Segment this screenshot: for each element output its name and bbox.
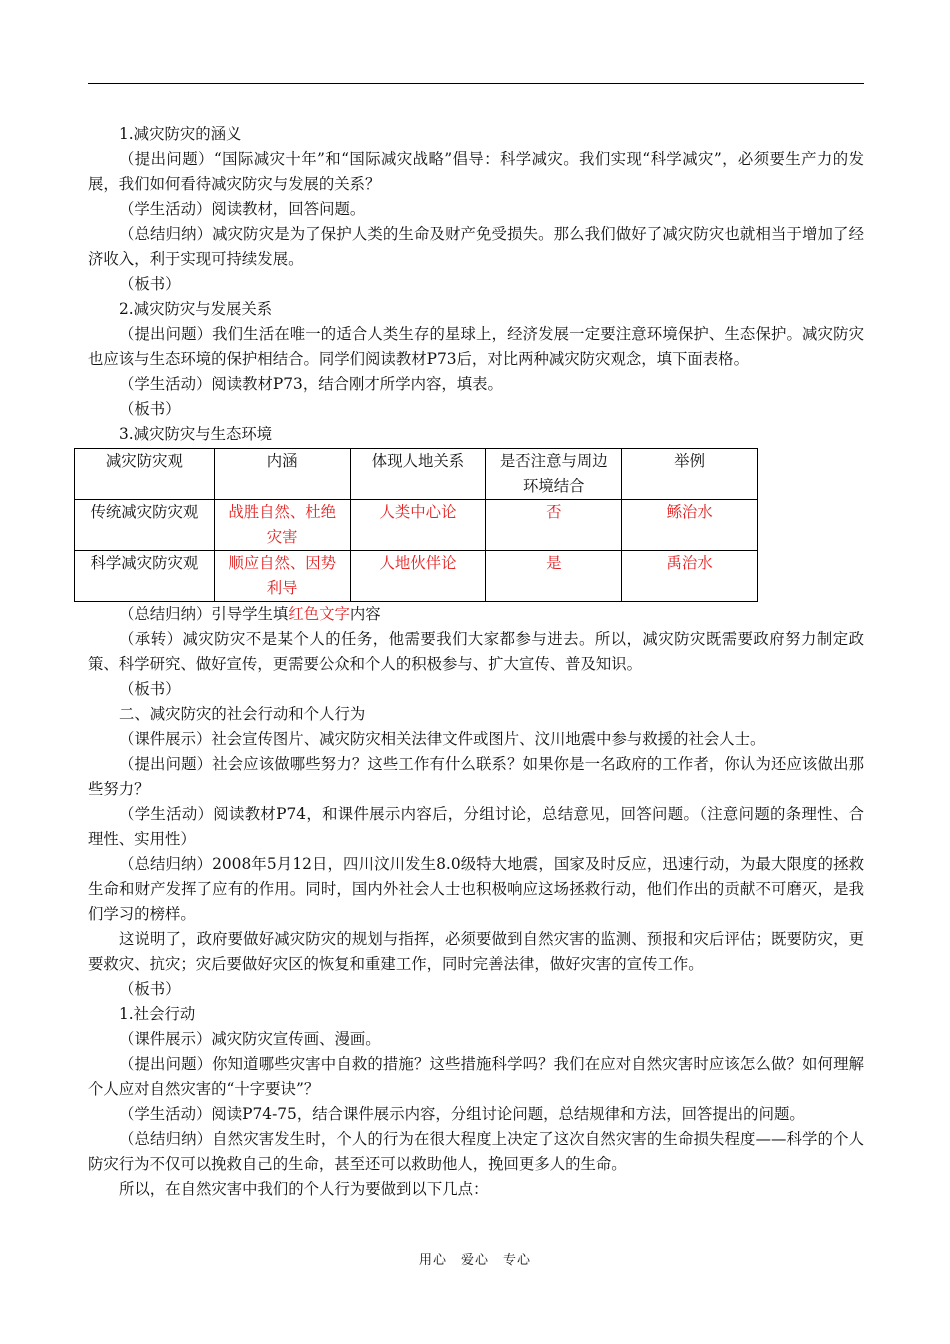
paragraph: （板书）	[119, 980, 181, 998]
paragraph: （总结归纳）减灾防灾是为了保护人类的生命及财产免受损失。那么我们做好了减灾防灾也就相当于增加了经济收入，利于实现可持续发展。	[88, 225, 864, 268]
paragraph: （学生活动）阅读P74-75，结合课件展示内容，分组讨论问题，总结规律和方法，回答提出的问题。	[119, 1105, 805, 1123]
table-cell: 是	[486, 551, 622, 602]
document-body	[88, 122, 864, 1202]
summary-paragraph	[88, 602, 864, 627]
paragraph: （课件展示）社会宣传图片、减灾防灾相关法律文件或图片、汶川地震中参与救援的社会人士。	[119, 730, 766, 748]
paragraph: （提出问题）社会应该做哪些努力？这些工作有什么联系？如果你是一名政府的工作者，你认为还应该做出那些努力？	[88, 755, 864, 798]
section-heading: 二、减灾防灾的社会行动和个人行为	[119, 705, 366, 723]
table-cell: 传统减灾防灾观	[75, 500, 215, 551]
table-cell: 禹治水	[622, 551, 758, 602]
paragraph: 1.减灾防灾的涵义	[119, 125, 242, 143]
paragraph: （学生活动）阅读教材P74，和课件展示内容后，分组讨论，总结意见，回答问题。（注意问题的条理性、合理性、实用性）	[88, 805, 864, 848]
paragraph: 2.减灾防灾与发展关系	[119, 300, 273, 318]
paragraph: （提出问题）我们生活在唯一的适合人类生存的星球上，经济发展一定要注意环境保护、生态保护。减灾防灾也应该与生态环境的保护相结合。同学们阅读教材P73后，对比两种减灾防灾观念，填下面表格。	[88, 325, 864, 368]
table-cell: 战胜自然、杜绝灾害	[214, 500, 350, 551]
summary-suffix: 内容	[349, 605, 381, 623]
table-header-cell: 体现人地关系	[350, 449, 486, 500]
table-cell: 顺应自然、因势利导	[214, 551, 350, 602]
comparison-table	[74, 448, 758, 602]
table-cell: 科学减灾防灾观	[75, 551, 215, 602]
summary-prefix: （总结归纳）引导学生填	[119, 605, 289, 623]
table-header-cell: 减灾防灾观	[75, 449, 215, 500]
table-header-cell: 举例	[622, 449, 758, 500]
paragraph: （课件展示）减灾防灾宣传画、漫画。	[119, 1030, 381, 1048]
table-cell: 否	[486, 500, 622, 551]
paragraph: 这说明了，政府要做好减灾防灾的规划与指挥，必须要做到自然灾害的监测、预报和灾后评估；既要防灾，更要救灾、抗灾；灾后要做好灾区的恢复和重建工作，同时完善法律，做好灾害的宣传工作。	[88, 930, 864, 973]
table-header-cell: 内涵	[214, 449, 350, 500]
paragraph: （提出问题）“国际减灾十年”和“国际减灾战略”倡导：科学减灾。我们实现“科学减灾”，必须要生产力的发展，我们如何看待减灾防灾与发展的关系？	[88, 150, 864, 193]
summary-highlight: 红色文字	[288, 605, 350, 623]
paragraph: （总结归纳）2008年5月12日，四川汶川发生8.0级特大地震，国家及时反应，迅速行动，为最大限度的拯救生命和财产发挥了应有的作用。同时，国内外社会人士也积极响应这场拯救行动，他们作出的贡献不可磨灭，是我们学习的榜样。	[88, 855, 864, 923]
page-footer: 用心 爱心 专心	[418, 1253, 531, 1268]
paragraph: 3.减灾防灾与生态环境	[119, 425, 273, 443]
paragraph: （板书）	[119, 275, 181, 293]
paragraph: （板书）	[119, 400, 181, 418]
paragraph: 1.社会行动	[119, 1005, 196, 1023]
paragraph: （提出问题）你知道哪些灾害中自救的措施？这些措施科学吗？我们在应对自然灾害时应该怎么做？如何理解个人应对自然灾害的“十字要诀”？	[88, 1055, 864, 1098]
paragraph: 所以，在自然灾害中我们的个人行为要做到以下几点：	[119, 1180, 489, 1198]
paragraph: （承转）减灾防灾不是某个人的任务，他需要我们大家都参与进去。所以，减灾防灾既需要政府努力制定政策、科学研究、做好宣传，更需要公众和个人的积极参与、扩大宣传、普及知识。	[88, 630, 864, 673]
header-rule	[88, 83, 864, 84]
paragraph: （学生活动）阅读教材P73，结合刚才所学内容，填表。	[119, 375, 503, 393]
table-header-row	[75, 449, 758, 500]
table-cell: 人类中心论	[350, 500, 486, 551]
table-header-cell: 是否注意与周边环境结合	[486, 449, 622, 500]
table-cell: 人地伙伴论	[350, 551, 486, 602]
paragraph: （学生活动）阅读教材，回答问题。	[119, 200, 366, 218]
paragraph: （总结归纳）自然灾害发生时，个人的行为在很大程度上决定了这次自然灾害的生命损失程度——科学的个人防灾行为不仅可以挽救自己的生命，甚至还可以救助他人，挽回更多人的生命。	[88, 1130, 864, 1173]
table-row	[75, 500, 758, 551]
table-cell: 鲧治水	[622, 500, 758, 551]
paragraph: （板书）	[119, 680, 181, 698]
table-row	[75, 551, 758, 602]
